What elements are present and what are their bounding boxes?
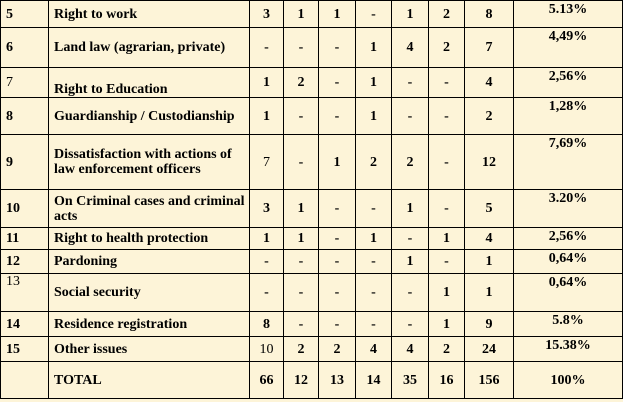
row-percent: 15.38% — [514, 337, 623, 362]
count-cell: 1 — [284, 1, 319, 28]
row-number: 8 — [1, 98, 49, 135]
table-row — [1, 28, 623, 68]
count-cell: - — [319, 98, 356, 135]
count-cell: - — [429, 98, 465, 135]
issue-label: Guardianship / Custodianship — [49, 98, 250, 135]
row-total: 1 — [465, 274, 514, 312]
row-percent: 0,64% — [514, 274, 623, 312]
row-percent: 7,69% — [514, 135, 623, 190]
table-row — [1, 312, 623, 337]
count-cell: 1 — [250, 68, 284, 98]
row-total: 4 — [465, 68, 514, 98]
count-cell: 1 — [392, 1, 429, 28]
total-percent: 100% — [514, 362, 623, 399]
row-percent: 2,56% — [514, 68, 623, 98]
row-total: 2 — [465, 98, 514, 135]
count-cell: 2 — [429, 28, 465, 68]
row-number: 9 — [1, 135, 49, 190]
issue-label: Other issues — [49, 337, 250, 362]
total-cell: 13 — [319, 362, 356, 399]
row-total: 12 — [465, 135, 514, 190]
count-cell: - — [319, 28, 356, 68]
issue-label: Land law (agrarian, private) — [49, 28, 250, 68]
count-cell: 1 — [392, 190, 429, 228]
count-cell: 4 — [392, 28, 429, 68]
count-cell: - — [250, 250, 284, 274]
total-cell: 35 — [392, 362, 429, 399]
row-number: 13 — [1, 274, 49, 312]
count-cell: 4 — [356, 337, 392, 362]
count-cell: - — [429, 250, 465, 274]
row-percent: 5.13% — [514, 1, 623, 28]
issue-label: Residence registration — [49, 312, 250, 337]
row-percent: 0,64% — [514, 250, 623, 274]
count-cell: - — [356, 1, 392, 28]
row-number — [1, 362, 49, 399]
count-cell: - — [319, 274, 356, 312]
count-cell: - — [319, 312, 356, 337]
count-cell: - — [284, 135, 319, 190]
table-row — [1, 250, 623, 274]
count-cell: - — [356, 274, 392, 312]
table-row — [1, 274, 623, 312]
row-number: 5 — [1, 1, 49, 28]
count-cell: - — [319, 190, 356, 228]
count-cell: 2 — [392, 135, 429, 190]
count-cell: 2 — [429, 1, 465, 28]
count-cell: 1 — [250, 228, 284, 250]
count-cell: 7 — [250, 135, 284, 190]
grand-total: 156 — [465, 362, 514, 399]
count-cell: 1 — [284, 228, 319, 250]
row-number: 15 — [1, 337, 49, 362]
count-cell: - — [392, 274, 429, 312]
count-cell: - — [356, 190, 392, 228]
count-cell: 1 — [356, 68, 392, 98]
table-row — [1, 68, 623, 98]
count-cell: 1 — [319, 135, 356, 190]
row-number: 7 — [1, 68, 49, 98]
count-cell: - — [392, 228, 429, 250]
count-cell: 2 — [284, 68, 319, 98]
row-total: 5 — [465, 190, 514, 228]
total-cell: 12 — [284, 362, 319, 399]
count-cell: 1 — [250, 98, 284, 135]
row-total: 4 — [465, 228, 514, 250]
table-row — [1, 135, 623, 190]
row-total: 24 — [465, 337, 514, 362]
count-cell: - — [392, 98, 429, 135]
count-cell: - — [392, 68, 429, 98]
count-cell: - — [284, 312, 319, 337]
issue-label: On Criminal cases and criminal acts — [49, 190, 250, 228]
row-percent: 3.20% — [514, 190, 623, 228]
count-cell: 1 — [356, 28, 392, 68]
row-total: 9 — [465, 312, 514, 337]
count-cell: 2 — [284, 337, 319, 362]
issue-label: Dissatisfaction with actions of law enforcement officers — [49, 135, 250, 190]
issue-label: Right to work — [49, 1, 250, 28]
count-cell: - — [356, 250, 392, 274]
count-cell: - — [250, 274, 284, 312]
count-cell: - — [392, 312, 429, 337]
table-row — [1, 228, 623, 250]
row-percent: 2,56% — [514, 228, 623, 250]
row-percent: 4,49% — [514, 28, 623, 68]
count-cell: 1 — [356, 228, 392, 250]
count-cell: 1 — [392, 250, 429, 274]
count-cell: 3 — [250, 1, 284, 28]
row-number: 12 — [1, 250, 49, 274]
count-cell: 1 — [429, 228, 465, 250]
count-cell: - — [429, 190, 465, 228]
count-cell: - — [284, 98, 319, 135]
row-number: 14 — [1, 312, 49, 337]
issue-label: Right to Education — [49, 68, 250, 98]
issue-label: Right to health protection — [49, 228, 250, 250]
count-cell: - — [319, 250, 356, 274]
count-cell: 1 — [356, 98, 392, 135]
total-label: TOTAL — [49, 362, 250, 399]
count-cell: - — [250, 28, 284, 68]
count-cell: 1 — [429, 274, 465, 312]
count-cell: 2 — [429, 337, 465, 362]
count-cell: 10 — [250, 337, 284, 362]
count-cell: 4 — [392, 337, 429, 362]
row-number: 10 — [1, 190, 49, 228]
count-cell: - — [284, 274, 319, 312]
row-number: 6 — [1, 28, 49, 68]
count-cell: - — [356, 312, 392, 337]
count-cell: 3 — [250, 190, 284, 228]
row-percent: 5.8% — [514, 312, 623, 337]
count-cell: 8 — [250, 312, 284, 337]
total-cell: 16 — [429, 362, 465, 399]
count-cell: 1 — [429, 312, 465, 337]
count-cell: 2 — [356, 135, 392, 190]
count-cell: 1 — [319, 1, 356, 28]
row-total: 8 — [465, 1, 514, 28]
table-row — [1, 1, 623, 28]
count-cell: - — [319, 228, 356, 250]
total-row — [1, 362, 623, 399]
row-number: 11 — [1, 228, 49, 250]
issue-label: Social security — [49, 274, 250, 312]
table-row — [1, 337, 623, 362]
total-cell: 66 — [250, 362, 284, 399]
table-row — [1, 98, 623, 135]
count-cell: 1 — [284, 190, 319, 228]
row-total: 7 — [465, 28, 514, 68]
count-cell: 2 — [319, 337, 356, 362]
row-percent: 1,28% — [514, 98, 623, 135]
count-cell: - — [429, 68, 465, 98]
count-cell: - — [319, 68, 356, 98]
row-total: 1 — [465, 250, 514, 274]
issue-label: Pardoning — [49, 250, 250, 274]
count-cell: - — [429, 135, 465, 190]
table-row — [1, 190, 623, 228]
total-cell: 14 — [356, 362, 392, 399]
count-cell: - — [284, 28, 319, 68]
count-cell: - — [284, 250, 319, 274]
